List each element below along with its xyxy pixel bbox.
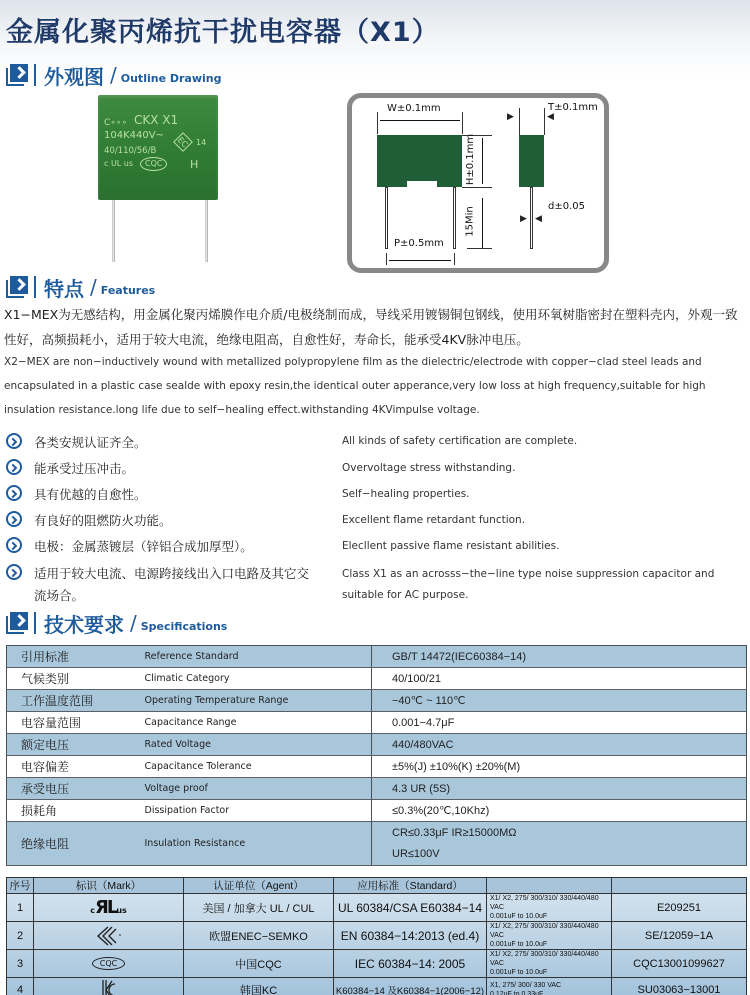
lead-wire bbox=[453, 187, 456, 249]
section-outline-heading bbox=[6, 60, 221, 90]
chevron-circle-icon bbox=[6, 511, 22, 527]
cell-no: 2 bbox=[7, 922, 34, 950]
lead-wire bbox=[530, 187, 533, 249]
spec-value: GB/T 14472(IEC60384−14) bbox=[372, 646, 747, 668]
cell-agent: 韩国KC bbox=[184, 978, 334, 995]
arrow-right-icon: ▶ bbox=[507, 112, 514, 122]
cell-mark bbox=[34, 922, 184, 950]
feature-cn: 适用于较大电流、电源跨接线出入口电路及其它交流场合。 bbox=[34, 566, 310, 603]
dim-arrow bbox=[482, 138, 483, 184]
cell-scope bbox=[487, 978, 612, 995]
feature-en: Overvoltage stress withstanding. bbox=[342, 462, 516, 474]
chevron-circle-icon bbox=[6, 433, 22, 449]
cell-mark bbox=[34, 950, 184, 978]
pitch-label: P±0.5mm bbox=[394, 238, 444, 249]
kc-mark-icon bbox=[101, 979, 117, 995]
section-title-en: Specifications bbox=[140, 619, 228, 633]
table-row bbox=[7, 734, 747, 756]
col-header-scope bbox=[487, 878, 612, 894]
cell-cert-no: SU03063−13001 bbox=[612, 978, 747, 995]
feature-item bbox=[6, 510, 304, 532]
section-slash: / bbox=[90, 275, 97, 299]
thickness-label: T±0.1mm bbox=[548, 102, 598, 113]
feature-cn: 能承受过压冲击。 bbox=[34, 461, 135, 476]
ul-mark-icon: c UL us bbox=[104, 159, 134, 168]
table-row bbox=[7, 950, 747, 978]
cell-agent: 欧盟ENEC−SEMKO bbox=[184, 922, 334, 950]
chevron-circle-icon bbox=[6, 564, 22, 580]
spec-label-cn: 绝缘电阻 bbox=[7, 822, 145, 866]
section-slash: / bbox=[110, 63, 117, 87]
lead-wire bbox=[112, 200, 115, 262]
section-slash: / bbox=[130, 611, 137, 635]
capacitor-marking: CKX X1 bbox=[134, 113, 179, 127]
dim-line bbox=[467, 248, 492, 249]
table-row bbox=[7, 646, 747, 668]
scope-line: X1/ X2, 275/ 300/310/ 330/440/480 VAC bbox=[490, 951, 599, 967]
feature-cn: 各类安规认证齐全。 bbox=[34, 435, 147, 450]
capacitor-marking: H bbox=[190, 158, 199, 171]
dim-line bbox=[462, 112, 463, 134]
section-title-cn: 特点 bbox=[44, 276, 84, 301]
front-view-body bbox=[377, 135, 462, 187]
spec-label-en: Climatic Category bbox=[145, 668, 372, 690]
feature-item bbox=[6, 432, 304, 454]
cqc-mark-icon: CQC bbox=[92, 957, 125, 970]
cul-us-mark-icon: cЯLus bbox=[90, 897, 127, 918]
dimension-drawing bbox=[347, 93, 609, 273]
spec-value: ≤0.3%(20℃,10Khz) bbox=[372, 800, 747, 822]
section-title-cn: 外观图 bbox=[44, 64, 104, 89]
page-title: 金属化聚丙烯抗干扰电容器（X1） bbox=[6, 17, 440, 48]
cell-mark bbox=[34, 978, 184, 995]
feature-item bbox=[6, 458, 304, 480]
section-arrow-icon bbox=[6, 64, 28, 86]
section-features-heading bbox=[6, 272, 155, 302]
arrow-left-icon: ◀ bbox=[535, 214, 542, 224]
col-header-cert-no bbox=[612, 878, 747, 894]
spec-label-en: Dissipation Factor bbox=[145, 800, 372, 822]
section-specs-heading bbox=[6, 608, 227, 638]
dim-arrow bbox=[482, 198, 483, 248]
section-arrow-icon bbox=[6, 276, 28, 298]
dim-line bbox=[454, 253, 455, 265]
capacitor-marking: 40/110/56/B bbox=[104, 146, 157, 156]
description-en: X2−MEX are non−inductively wound with metallized polypropylene film as the dielectric/electrode with copper−clad steel leads and encapsulated in a plastic case sealde with epoxy resin,the identical outer apperance,very low loss at high frequency,suitable for high insulation resistance.long life due to self−healing effect.withstanding 4KVimpulse voltage. bbox=[4, 356, 706, 416]
cell-scope bbox=[487, 950, 612, 978]
spec-label-cn: 损耗角 bbox=[7, 800, 145, 822]
feature-cn: 具有优越的自愈性。 bbox=[34, 487, 147, 502]
divider bbox=[34, 276, 36, 298]
spec-value: ±5%(J) ±10%(K) ±20%(M) bbox=[372, 756, 747, 778]
divider bbox=[34, 612, 36, 634]
section-title-cn: 技术要求 bbox=[44, 612, 124, 637]
chevron-circle-icon bbox=[6, 459, 22, 475]
scope-line: 0.12uF to 0.33uF bbox=[490, 991, 544, 995]
spec-label-en: Reference Standard bbox=[145, 646, 372, 668]
dim-arrow bbox=[380, 120, 460, 121]
scope-line: X1/ X2, 275/ 300/310/ 330/440/480 VAC bbox=[490, 895, 599, 911]
certification-table bbox=[6, 877, 747, 995]
spec-value: −40℃ ~ 110℃ bbox=[372, 690, 747, 712]
scope-line: 0.001uF to 10.0uF bbox=[490, 913, 548, 920]
lead-wire bbox=[385, 187, 388, 249]
dim-line bbox=[386, 253, 387, 265]
capacitor-marking: 14 bbox=[196, 138, 207, 147]
table-row bbox=[7, 894, 747, 922]
arrow-left-icon: ◀ bbox=[547, 112, 554, 122]
spec-label-cn: 工作温度范围 bbox=[7, 690, 145, 712]
table-row bbox=[7, 822, 747, 866]
body-notch bbox=[407, 181, 437, 187]
spec-label-cn: 承受电压 bbox=[7, 778, 145, 800]
cell-no: 4 bbox=[7, 978, 34, 995]
feature-en: Class X1 as an acrosss−the−line type noise suppression capacitor and suitable for AC purpose. bbox=[342, 568, 715, 601]
section-title-en: Features bbox=[100, 283, 156, 297]
cell-cert-no: CQC13001099627 bbox=[612, 950, 747, 978]
cell-mark bbox=[34, 894, 184, 922]
feature-en: All kinds of safety certification are complete. bbox=[342, 435, 578, 447]
feature-item bbox=[6, 484, 304, 506]
divider bbox=[34, 64, 36, 86]
diameter-label: d±0.05 bbox=[548, 201, 585, 212]
spec-label-cn: 气候类别 bbox=[7, 668, 145, 690]
scope-line: X1, 275/ 300/ 330 VAC bbox=[490, 982, 562, 989]
feature-cn: 有良好的阻燃防火功能。 bbox=[34, 513, 172, 528]
col-header-mark: 标识（Mark） bbox=[34, 878, 184, 894]
col-header-standard: 应用标准（Standard） bbox=[334, 878, 487, 894]
lead-wire bbox=[205, 200, 208, 262]
spec-value: 440/480VAC bbox=[372, 734, 747, 756]
spec-value: 0.001−4.7μF bbox=[372, 712, 747, 734]
scope-line: 0.001uF to 10.0uF bbox=[490, 969, 548, 976]
spec-label-en: Insulation Resistance bbox=[145, 822, 372, 866]
lead-length-label: 15Min bbox=[464, 206, 476, 237]
table-row bbox=[7, 778, 747, 800]
table-header-row bbox=[7, 878, 747, 894]
scope-line: X1/ X2, 275/ 300/310/ 330/440/480 VAC bbox=[490, 923, 599, 939]
spec-table bbox=[6, 645, 747, 866]
capacitor-body bbox=[98, 95, 218, 200]
dim-line bbox=[519, 108, 520, 135]
spec-label-en: Capacitance Range bbox=[145, 712, 372, 734]
side-view-body bbox=[519, 135, 544, 187]
dim-arrow bbox=[389, 260, 451, 261]
col-header-agent: 认证单位（Agent） bbox=[184, 878, 334, 894]
spec-label-cn: 额定电压 bbox=[7, 734, 145, 756]
enec-mark-icon: EC bbox=[173, 132, 193, 152]
section-arrow-icon bbox=[6, 612, 28, 634]
chevron-circle-icon bbox=[6, 485, 22, 501]
table-row bbox=[7, 922, 747, 950]
cell-cert-no: SE/12059−1A bbox=[612, 922, 747, 950]
dim-line bbox=[462, 187, 492, 188]
enec-mark-icon bbox=[96, 926, 122, 946]
spec-label-en: Voltage proof bbox=[145, 778, 372, 800]
cell-standard: K60384−14 及K60384−1(2006−12) bbox=[334, 978, 487, 995]
feature-en: Self−healing properties. bbox=[342, 488, 470, 500]
capacitor-marking: 104K440V~ bbox=[104, 130, 164, 141]
feature-item bbox=[6, 536, 304, 558]
spec-value bbox=[372, 822, 747, 866]
table-row bbox=[7, 800, 747, 822]
spec-label-cn: 电容量范围 bbox=[7, 712, 145, 734]
cell-no: 3 bbox=[7, 950, 34, 978]
description-cn: X1−MEX为无感结构，用金属化聚丙烯膜作电介质/电极绕制而成，导线采用镀锡铜包钢线，使用环氧树脂密封在塑料壳内，外观一致性好，高频损耗小，适用于较大电流，绝缘电阻高，自愈性好，寿命长，能承受4KV脉冲电压。 bbox=[4, 307, 738, 347]
cell-no: 1 bbox=[7, 894, 34, 922]
table-row bbox=[7, 978, 747, 995]
width-label: W±0.1mm bbox=[387, 103, 441, 114]
spec-value: 4.3 UR (5S) bbox=[372, 778, 747, 800]
spec-label-cn: 引用标准 bbox=[7, 646, 145, 668]
chevron-circle-icon bbox=[6, 537, 22, 553]
spec-value-line: CR≤0.33μF IR≥15000MΩ bbox=[392, 826, 517, 839]
dim-line bbox=[544, 108, 545, 135]
table-row bbox=[7, 690, 747, 712]
feature-en: Elecllent passive flame resistant abilities. bbox=[342, 540, 560, 552]
cell-scope bbox=[487, 922, 612, 950]
feature-en: Excellent flame retardant function. bbox=[342, 514, 526, 526]
spec-label-en: Capacitance Tolerance bbox=[145, 756, 372, 778]
spec-value-line: UR≤100V bbox=[392, 847, 440, 860]
height-label: H±0.1mm bbox=[465, 133, 477, 186]
scope-line: 0.001uF to 10.0uF bbox=[490, 941, 548, 948]
table-row bbox=[7, 712, 747, 734]
cell-cert-no: E209251 bbox=[612, 894, 747, 922]
spec-label-en: Operating Temperature Range bbox=[145, 690, 372, 712]
cqc-mark-icon: CQC bbox=[140, 157, 167, 171]
spec-value: 40/100/21 bbox=[372, 668, 747, 690]
capacitor-photo bbox=[90, 92, 230, 262]
brand-logo-icon: C∘∘∘ bbox=[104, 118, 128, 128]
feature-item bbox=[6, 563, 319, 607]
dim-line bbox=[377, 112, 378, 134]
cell-agent: 美国 / 加拿大 UL / CUL bbox=[184, 894, 334, 922]
cell-standard: EN 60384−14:2013 (ed.4) bbox=[334, 922, 487, 950]
cell-agent: 中国CQC bbox=[184, 950, 334, 978]
cell-standard: IEC 60384−14: 2005 bbox=[334, 950, 487, 978]
spec-label-en: Rated Voltage bbox=[145, 734, 372, 756]
table-row bbox=[7, 756, 747, 778]
spec-label-cn: 电容偏差 bbox=[7, 756, 145, 778]
cell-standard: UL 60384/CSA E60384−14 bbox=[334, 894, 487, 922]
arrow-right-icon: ▶ bbox=[520, 214, 527, 224]
section-title-en: Outline Drawing bbox=[120, 71, 222, 85]
cell-scope bbox=[487, 894, 612, 922]
feature-cn: 电极：金属蒸镀层（锌铝合成加厚型）。 bbox=[34, 539, 253, 554]
table-row bbox=[7, 668, 747, 690]
col-header-no: 序号 bbox=[7, 878, 34, 894]
